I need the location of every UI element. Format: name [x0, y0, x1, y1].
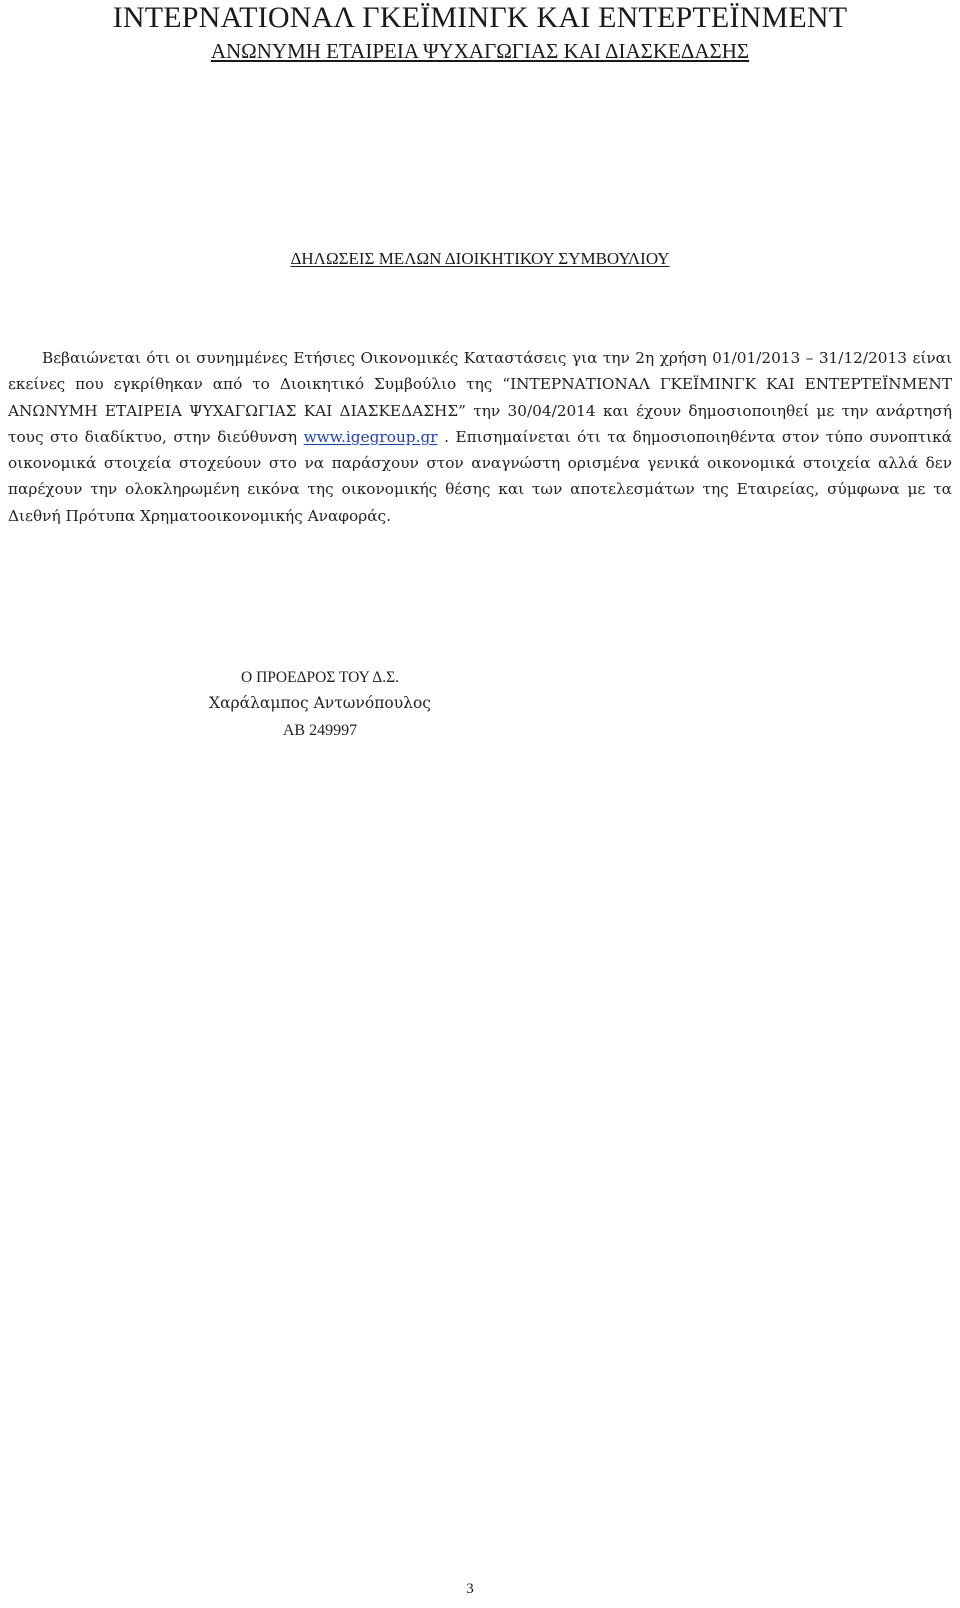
- signatory-id-number: ΑΒ 249997: [282, 722, 358, 739]
- company-subtitle: ΑΝΩΝΥΜΗ ΕΤΑΙΡΕΙΑ ΨΥΧΑΓΩΓΙΑΣ ΚΑΙ ΔΙΑΣΚΕΔΑΣΗΣ: [210, 39, 750, 63]
- declaration-text-part-1: Βεβαιώνεται ότι οι συνημμένες Ετήσιες Οικονομικές Καταστάσεις για την 2η χρήση 01/01/2013 – 31/12/2013 είναι εκείνες που εγκρίθηκαν από το Διοικητικό Συμβούλιο της “ΙΝΤΕΡΝΑΤΙΟΝΑΛ ΓΚΕΪΜΙΝΓΚ ΚΑΙ ΕΝΤΕΡΤΕΪΝΜΕΝΤ ΑΝΩΝΥΜΗ ΕΤΑΙΡΕΙΑ ΨΥΧΑΓΩΓΙΑΣ ΚΑΙ ΔΙΑΣΚΕΔΑΣΗΣ” την 30/04/2014 και έχουν δημοσιοποιηθεί με την ανάρτησή τους στο διαδίκτυο, στην διεύθυνση: [8, 349, 952, 446]
- company-website-link[interactable]: www.igegroup.gr: [303, 427, 438, 446]
- signatory-name: Χαράλαμπος Αντωνόπουλος: [209, 694, 431, 712]
- company-name-title: ΙΝΤΕΡΝΑΤΙΟΝΑΛ ΓΚΕΪΜΙΝΓΚ ΚΑΙ ΕΝΤΕΡΤΕΪΝΜΕΝΤ: [112, 1, 848, 34]
- declaration-paragraph: [8, 345, 952, 529]
- signatory-role: Ο ΠΡΟΕΔΡΟΣ ΤΟΥ Δ.Σ.: [241, 669, 399, 686]
- page-number: 3: [466, 1581, 474, 1597]
- section-heading: ΔΗΛΩΣΕΙΣ ΜΕΛΩΝ ΔΙΟΙΚΗΤΙΚΟΥ ΣΥΜΒΟΥΛΙΟΥ: [290, 249, 670, 268]
- declaration-text-part-2: . Επισημαίνεται ότι τα δημοσιοποιηθέντα στον τύπο συνοπτικά οικονομικά στοιχεία στοχεύουν στο να παράσχουν στον αναγνώστη ορισμένα γενικά οικονομικά στοιχεία αλλά δεν παρέχουν την ολοκληρωμένη εικόνα της οικονομικής θέσης και των αποτελεσμάτων της Εταιρείας, σύμφωνα με τα Διεθνή Πρότυπα Χρηματοοικονομικής Αναφοράς.: [8, 427, 952, 525]
